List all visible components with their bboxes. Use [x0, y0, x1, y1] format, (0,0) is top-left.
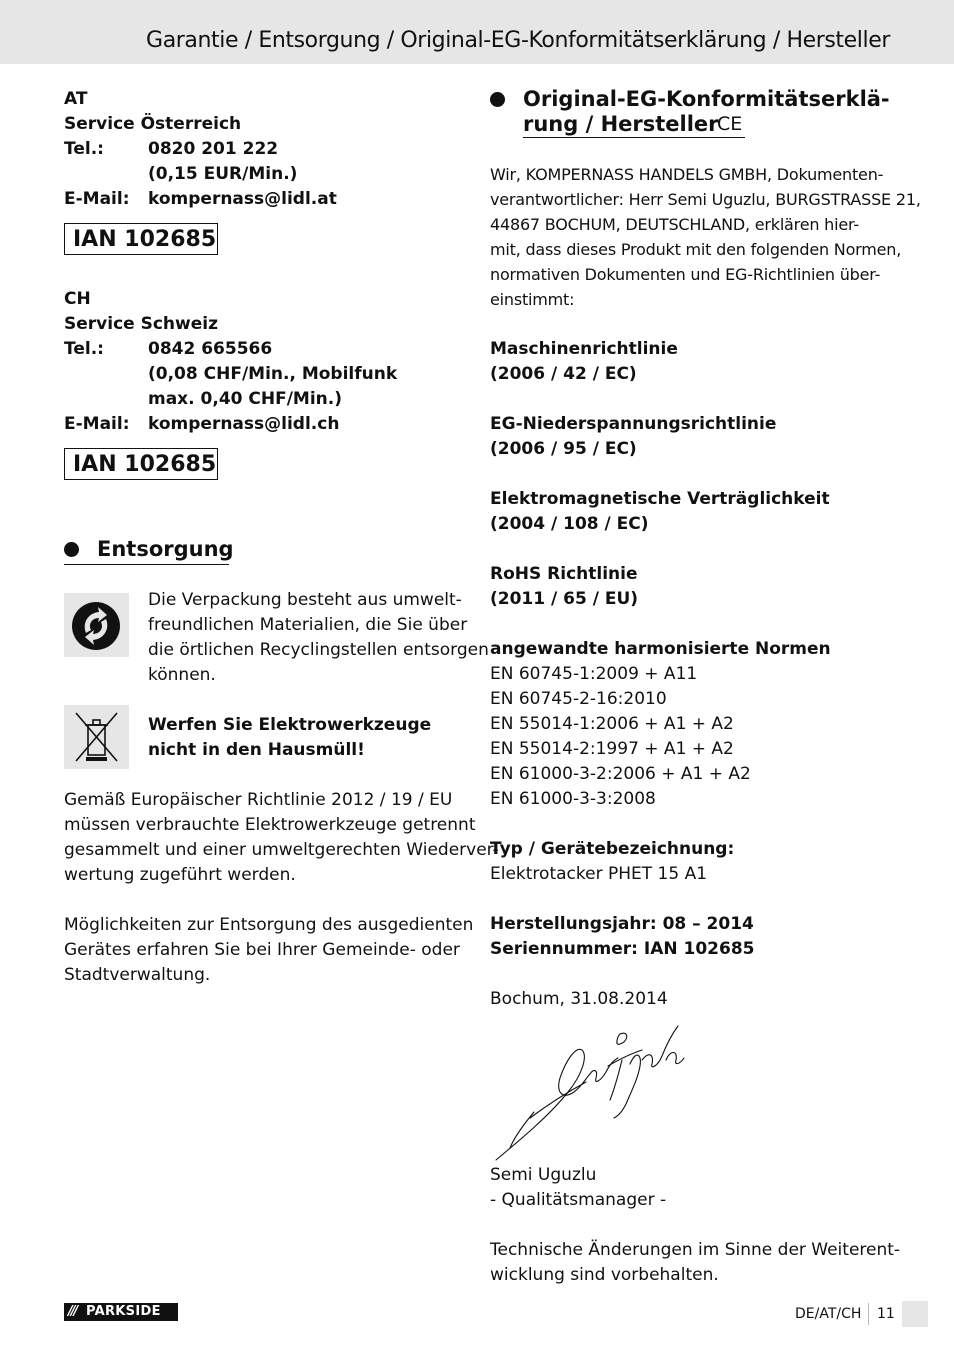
type-label: Typ / Gerätebezeichnung:	[490, 839, 735, 859]
ch-service-title: Service Schweiz	[64, 314, 218, 334]
at-tel-value: 0820 201 222	[148, 139, 279, 159]
signer-name: Semi Uguzlu	[490, 1165, 597, 1185]
intro-line-2: verantwortlicher: Herr Semi Uguzlu, BURGSTRASSE 21,	[490, 190, 921, 209]
norms-title: angewandte harmonisierte Normen	[490, 639, 831, 659]
at-tel-label: Tel.:	[64, 139, 104, 159]
entsorgung-para2-line-3: Stadtverwaltung.	[64, 965, 211, 985]
directive-name: EG-Niederspannungsrichtlinie	[490, 414, 777, 434]
page-header	[0, 0, 954, 64]
signer-role: - Qualitätsmanager -	[490, 1190, 667, 1210]
entsorgung-heading: Entsorgung	[97, 537, 234, 561]
handwritten-signature	[490, 1020, 700, 1165]
entsorgung-para2-line-2: Gerätes erfahren Sie bei Ihrer Gemeinde- oder	[64, 940, 460, 960]
entsorgung-para1-line-4: wertung zugeführt werden.	[64, 865, 296, 885]
page-number: 11	[877, 1306, 895, 1322]
konformitaet-bullet-icon	[490, 92, 505, 107]
entsorgung-para1-line-2: müssen verbrauchte Elektrowerkzeuge getrennt	[64, 815, 476, 835]
at-email-value: kompernass@lidl.at	[148, 189, 337, 209]
ch-email-label: E-Mail:	[64, 414, 130, 434]
konformitaet-heading-line-2: rung / Hersteller	[523, 112, 719, 136]
ch-tel-label: Tel.:	[64, 339, 104, 359]
recycling-text-line-3: die örtlichen Recyclingstellen entsorgen	[148, 640, 489, 660]
weee-icon-box	[64, 705, 129, 769]
entsorgung-para1-line-1: Gemäß Europäischer Richtlinie 2012 / 19 / EU	[64, 790, 453, 810]
konformitaet-underline	[523, 137, 745, 138]
directive-code: (2004 / 108 / EC)	[490, 514, 649, 534]
recycling-icon-box	[64, 593, 129, 657]
directive-name: RoHS Richtlinie	[490, 564, 638, 584]
at-country-label: AT	[64, 89, 88, 109]
place-date: Bochum, 31.08.2014	[490, 989, 668, 1009]
footer-grey-box	[902, 1301, 928, 1327]
manufacture-year: Herstellungsjahr: 08 – 2014	[490, 914, 754, 934]
directive-code: (2006 / 42 / EC)	[490, 364, 637, 384]
parkside-logo	[64, 1303, 178, 1321]
norm-item: EN 61000-3-3:2008	[490, 789, 656, 809]
intro-line-6: einstimmt:	[490, 290, 575, 309]
norm-item: EN 60745-1:2009 + A11	[490, 664, 698, 684]
page-title: Garantie / Entsorgung / Original-EG-Konformitätserklärung / Hersteller	[146, 28, 890, 53]
intro-line-5: normativen Dokumenten und EG-Richtlinien über-	[490, 265, 881, 284]
weee-warning-line-1: Werfen Sie Elektrowerkzeuge	[148, 715, 432, 735]
green-dot-recycling-icon	[64, 593, 129, 657]
intro-line-3: 44867 BOCHUM, DEUTSCHLAND, erklären hier-	[490, 215, 859, 234]
recycling-text-line-2: freundlichen Materialien, die Sie über	[148, 615, 468, 635]
footer-locale: DE/AT/CH	[795, 1306, 862, 1322]
directive-code: (2006 / 95 / EC)	[490, 439, 637, 459]
konformitaet-heading-line-1: Original-EG-Konformitätserklä-	[523, 87, 890, 111]
technical-note-line-2: wicklung sind vorbehalten.	[490, 1265, 719, 1285]
ch-tel-note-2: max. 0,40 CHF/Min.)	[148, 389, 342, 409]
ch-tel-note-1: (0,08 CHF/Min., Mobilfunk	[148, 364, 398, 384]
norm-item: EN 55014-1:2006 + A1 + A2	[490, 714, 734, 734]
norm-item: EN 61000-3-2:2006 + A1 + A2	[490, 764, 751, 784]
ch-email-value: kompernass@lidl.ch	[148, 414, 340, 434]
at-tel-note: (0,15 EUR/Min.)	[148, 164, 298, 184]
directive-code: (2011 / 65 / EU)	[490, 589, 639, 609]
logo-brand-text: PARKSIDE	[86, 1304, 161, 1319]
directive-name: Elektromagnetische Verträglichkeit	[490, 489, 830, 509]
intro-line-1: Wir, KOMPERNASS HANDELS GMBH, Dokumenten-	[490, 165, 884, 184]
serial-number: Seriennummer: IAN 102685	[490, 939, 755, 959]
weee-warning-line-2: nicht in den Hausmüll!	[148, 740, 365, 760]
technical-note-line-1: Technische Änderungen im Sinne der Weiterent-	[490, 1240, 901, 1260]
ch-tel-value: 0842 665566	[148, 339, 273, 359]
type-value: Elektrotacker PHET 15 A1	[490, 864, 708, 884]
recycling-text-line-4: können.	[148, 665, 216, 685]
logo-stripes-icon: ///	[68, 1304, 77, 1319]
directive-name: Maschinenrichtlinie	[490, 339, 678, 359]
at-email-label: E-Mail:	[64, 189, 130, 209]
ch-ian-box: IAN 102685	[64, 448, 218, 480]
entsorgung-bullet-icon	[64, 542, 79, 557]
recycling-text-line-1: Die Verpackung besteht aus umwelt-	[148, 590, 462, 610]
entsorgung-underline	[64, 564, 229, 565]
at-ian-box: IAN 102685	[64, 223, 218, 255]
ch-country-label: CH	[64, 289, 91, 309]
ce-mark-icon: CE	[717, 113, 743, 135]
norm-item: EN 55014-2:1997 + A1 + A2	[490, 739, 734, 759]
crossed-bin-icon	[64, 705, 129, 769]
norm-item: EN 60745-2-16:2010	[490, 689, 667, 709]
entsorgung-para2-line-1: Möglichkeiten zur Entsorgung des ausgedienten	[64, 915, 474, 935]
footer-divider	[868, 1303, 869, 1325]
entsorgung-para1-line-3: gesammelt und einer umweltgerechten Wiederver-	[64, 840, 499, 860]
intro-line-4: mit, dass dieses Produkt mit den folgenden Normen,	[490, 240, 902, 259]
at-service-title: Service Österreich	[64, 114, 242, 134]
